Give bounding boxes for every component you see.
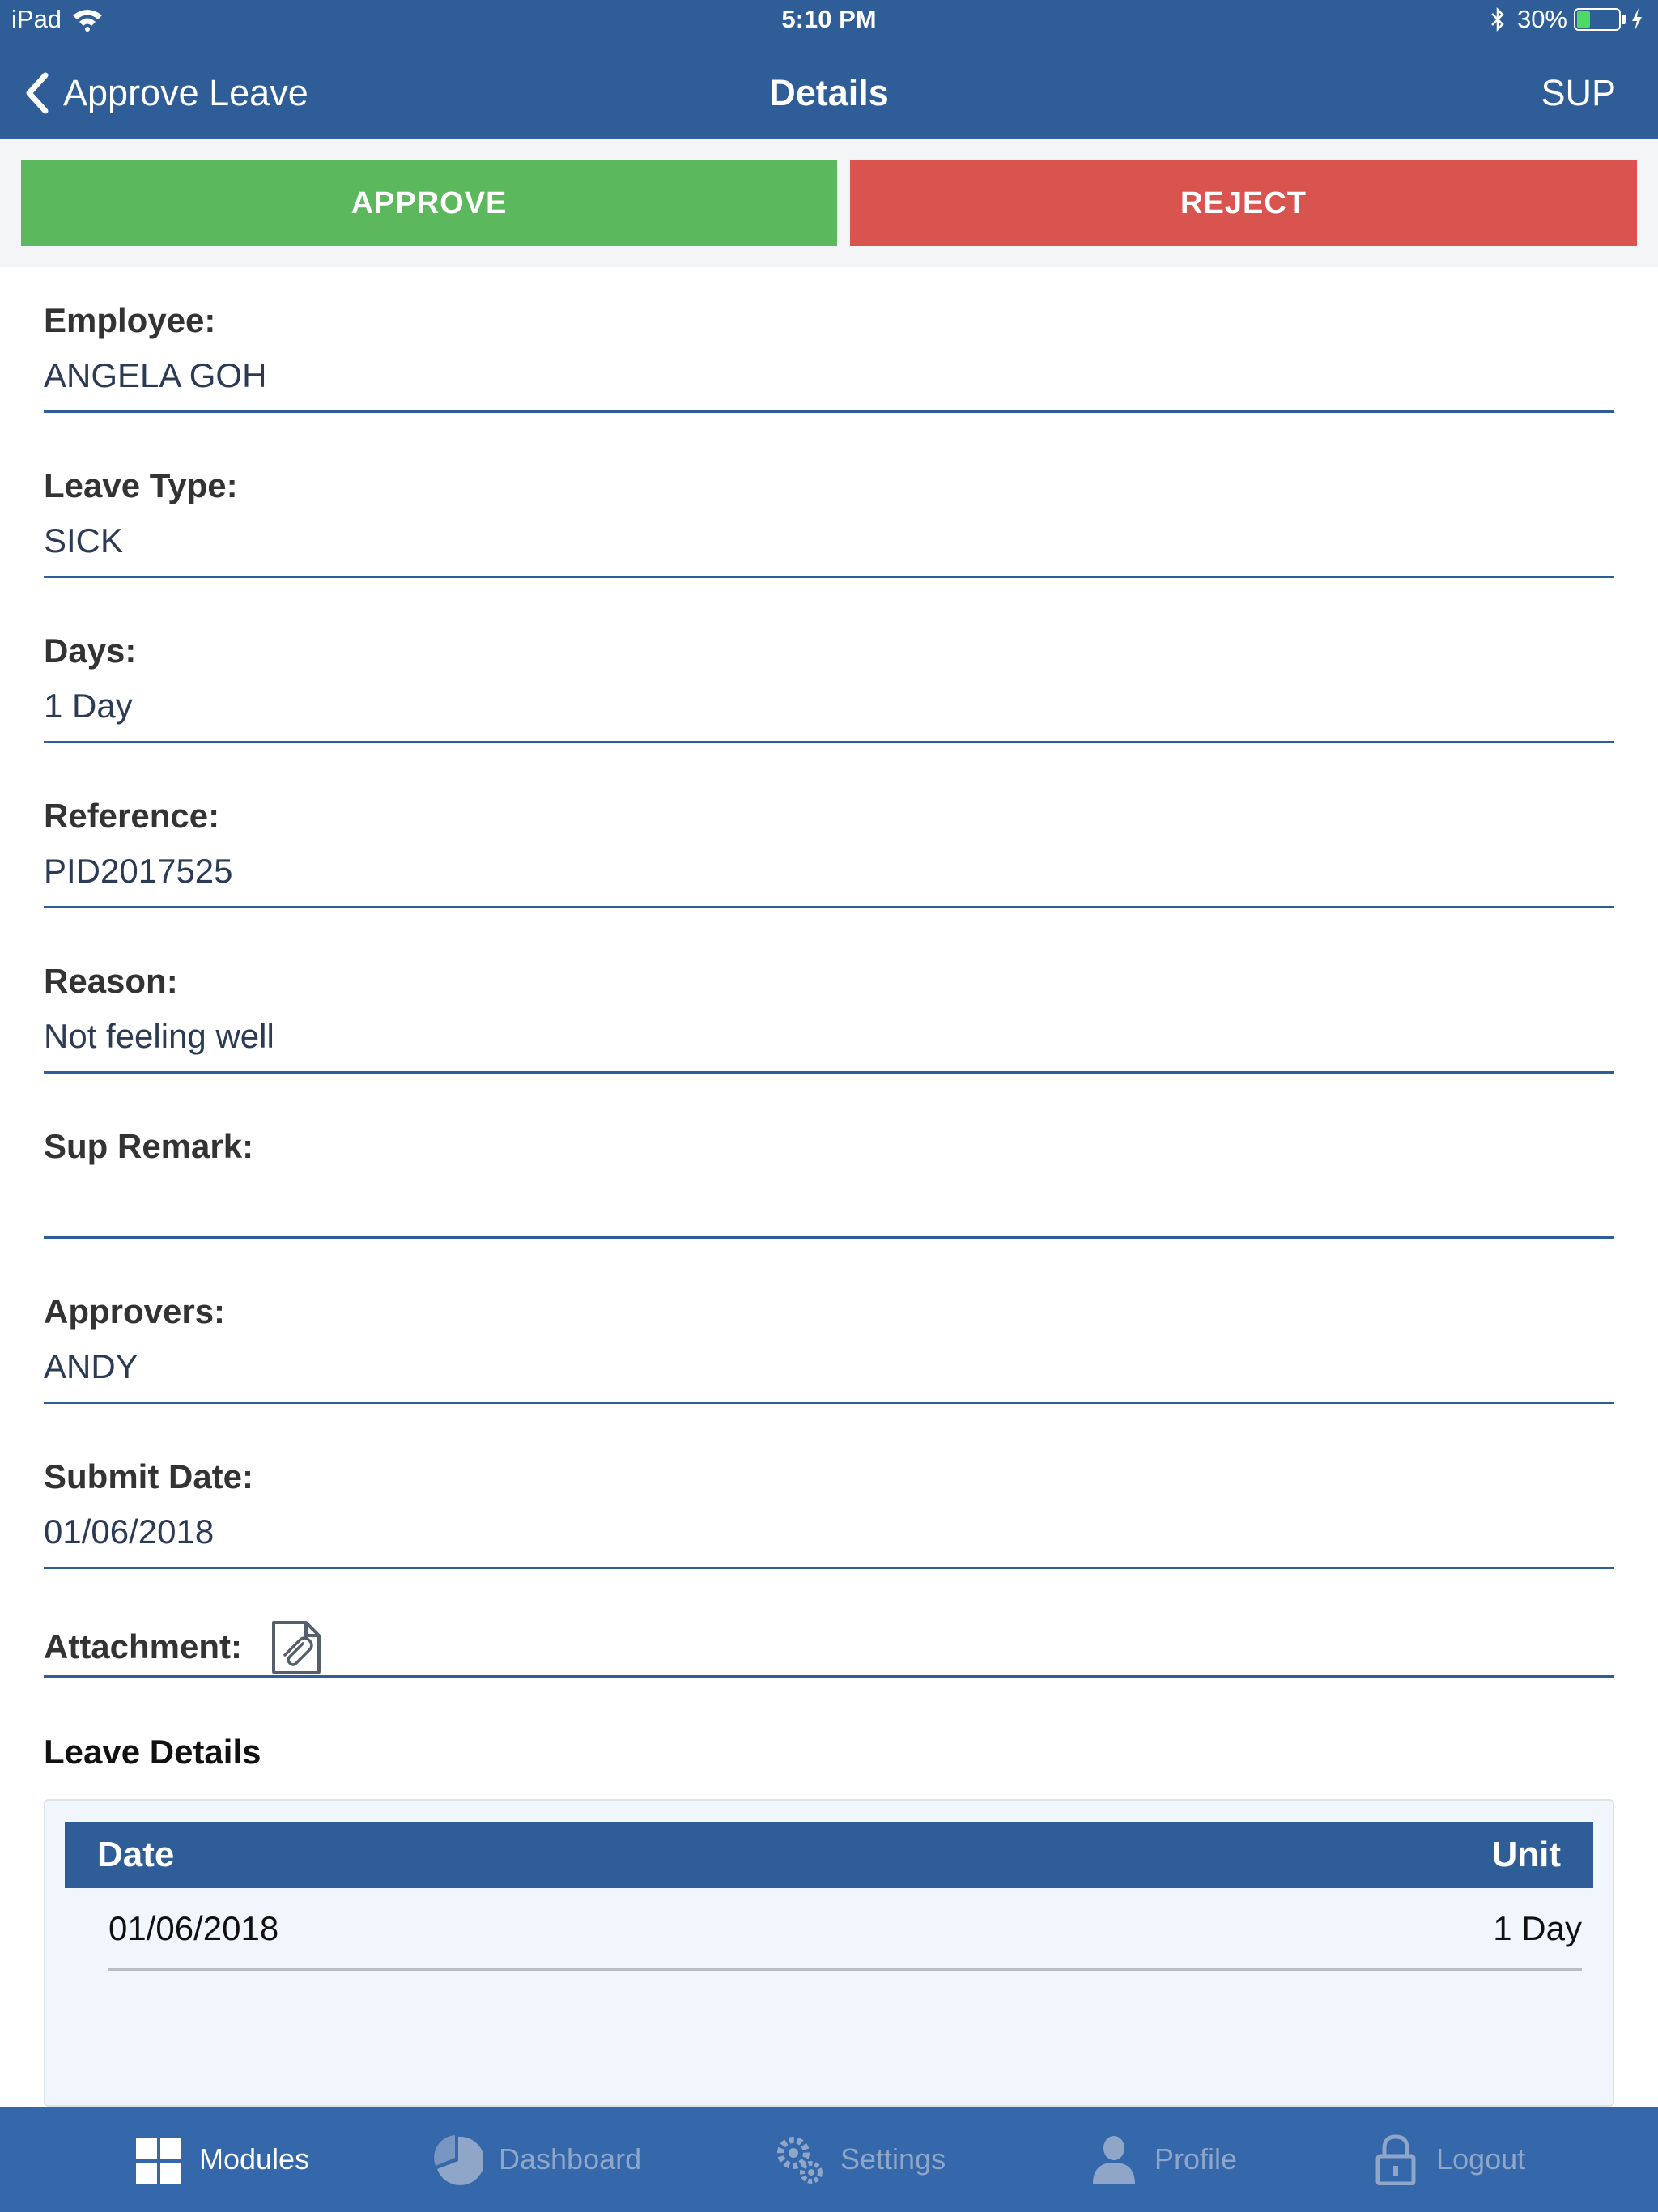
sup-remark-label: Sup Remark: bbox=[44, 1127, 254, 1165]
submit-date-label: Submit Date: bbox=[44, 1457, 254, 1495]
column-header-unit: Unit bbox=[1491, 1835, 1561, 1874]
tab-settings[interactable] bbox=[776, 2107, 946, 2212]
row-unit: 1 Day bbox=[1493, 1909, 1582, 1947]
submit-date-value: 01/06/2018 bbox=[44, 1512, 215, 1551]
tab-modules-label: Modules bbox=[199, 2142, 310, 2176]
row-date: 01/06/2018 bbox=[108, 1909, 279, 1947]
field-leave-type bbox=[44, 466, 1614, 578]
battery-percent: 30% bbox=[1516, 5, 1567, 33]
action-bar bbox=[0, 139, 1658, 267]
reason-value: Not feeling well bbox=[44, 1017, 274, 1055]
days-value: 1 Day bbox=[44, 687, 133, 725]
column-header-date: Date bbox=[97, 1835, 175, 1874]
employee-label: Employee: bbox=[44, 301, 216, 339]
leave-details-table bbox=[44, 1799, 1614, 2107]
pie-chart-icon bbox=[434, 2133, 483, 2185]
back-label: Approve Leave bbox=[63, 72, 308, 113]
tab-logout-label: Logout bbox=[1436, 2142, 1526, 2176]
days-label: Days: bbox=[44, 632, 137, 670]
grid-icon bbox=[134, 2133, 183, 2185]
back-button[interactable] bbox=[23, 65, 308, 121]
field-employee bbox=[44, 301, 1614, 413]
tab-logout[interactable] bbox=[1371, 2107, 1525, 2212]
approvers-value: ANDY bbox=[44, 1347, 138, 1385]
battery-icon bbox=[1574, 8, 1621, 31]
field-approvers bbox=[44, 1292, 1614, 1404]
approvers-label: Approvers: bbox=[44, 1292, 226, 1330]
gears-icon bbox=[776, 2133, 824, 2185]
reference-label: Reference: bbox=[44, 797, 220, 835]
sup-button[interactable]: SUP bbox=[1541, 72, 1616, 113]
tab-settings-label: Settings bbox=[840, 2142, 946, 2176]
reason-label: Reason: bbox=[44, 962, 178, 1000]
table-header bbox=[65, 1822, 1593, 1888]
bluetooth-icon bbox=[1490, 7, 1506, 32]
reference-value: PID2017525 bbox=[44, 852, 233, 890]
leave-type-value: SICK bbox=[44, 521, 124, 559]
person-icon bbox=[1090, 2133, 1138, 2185]
tab-profile-label: Profile bbox=[1154, 2142, 1238, 2176]
field-reference bbox=[44, 797, 1614, 908]
field-attachment bbox=[44, 1619, 1614, 1678]
tab-dashboard[interactable] bbox=[434, 2107, 641, 2212]
field-submit-date bbox=[44, 1457, 1614, 1569]
field-sup-remark[interactable] bbox=[44, 1127, 1614, 1239]
chevron-left-icon bbox=[23, 70, 52, 116]
page-title: Details bbox=[769, 72, 889, 113]
status-bar-right bbox=[1490, 5, 1643, 34]
table-row[interactable] bbox=[108, 1888, 1582, 1971]
app-header bbox=[0, 0, 1658, 139]
bottom-tab-bar bbox=[0, 2107, 1658, 2212]
device-label: iPad bbox=[11, 5, 62, 33]
paperclip-document-icon[interactable] bbox=[269, 1619, 324, 1676]
charging-bolt-icon bbox=[1630, 8, 1643, 31]
leave-details-title: Leave Details bbox=[44, 1733, 261, 1771]
attachment-label: Attachment: bbox=[44, 1627, 243, 1665]
employee-value: ANGELA GOH bbox=[44, 356, 267, 394]
field-reason bbox=[44, 962, 1614, 1074]
tab-dashboard-label: Dashboard bbox=[499, 2142, 642, 2176]
battery-fill bbox=[1577, 11, 1590, 28]
field-days bbox=[44, 632, 1614, 743]
leave-type-label: Leave Type: bbox=[44, 466, 238, 504]
tab-profile[interactable] bbox=[1090, 2107, 1237, 2212]
lock-icon bbox=[1371, 2133, 1420, 2185]
battery-tip bbox=[1622, 15, 1626, 24]
status-time: 5:10 PM bbox=[781, 5, 877, 33]
reject-button[interactable]: REJECT bbox=[850, 160, 1637, 246]
tab-modules[interactable] bbox=[134, 2107, 309, 2212]
approve-button[interactable]: APPROVE bbox=[21, 160, 837, 246]
